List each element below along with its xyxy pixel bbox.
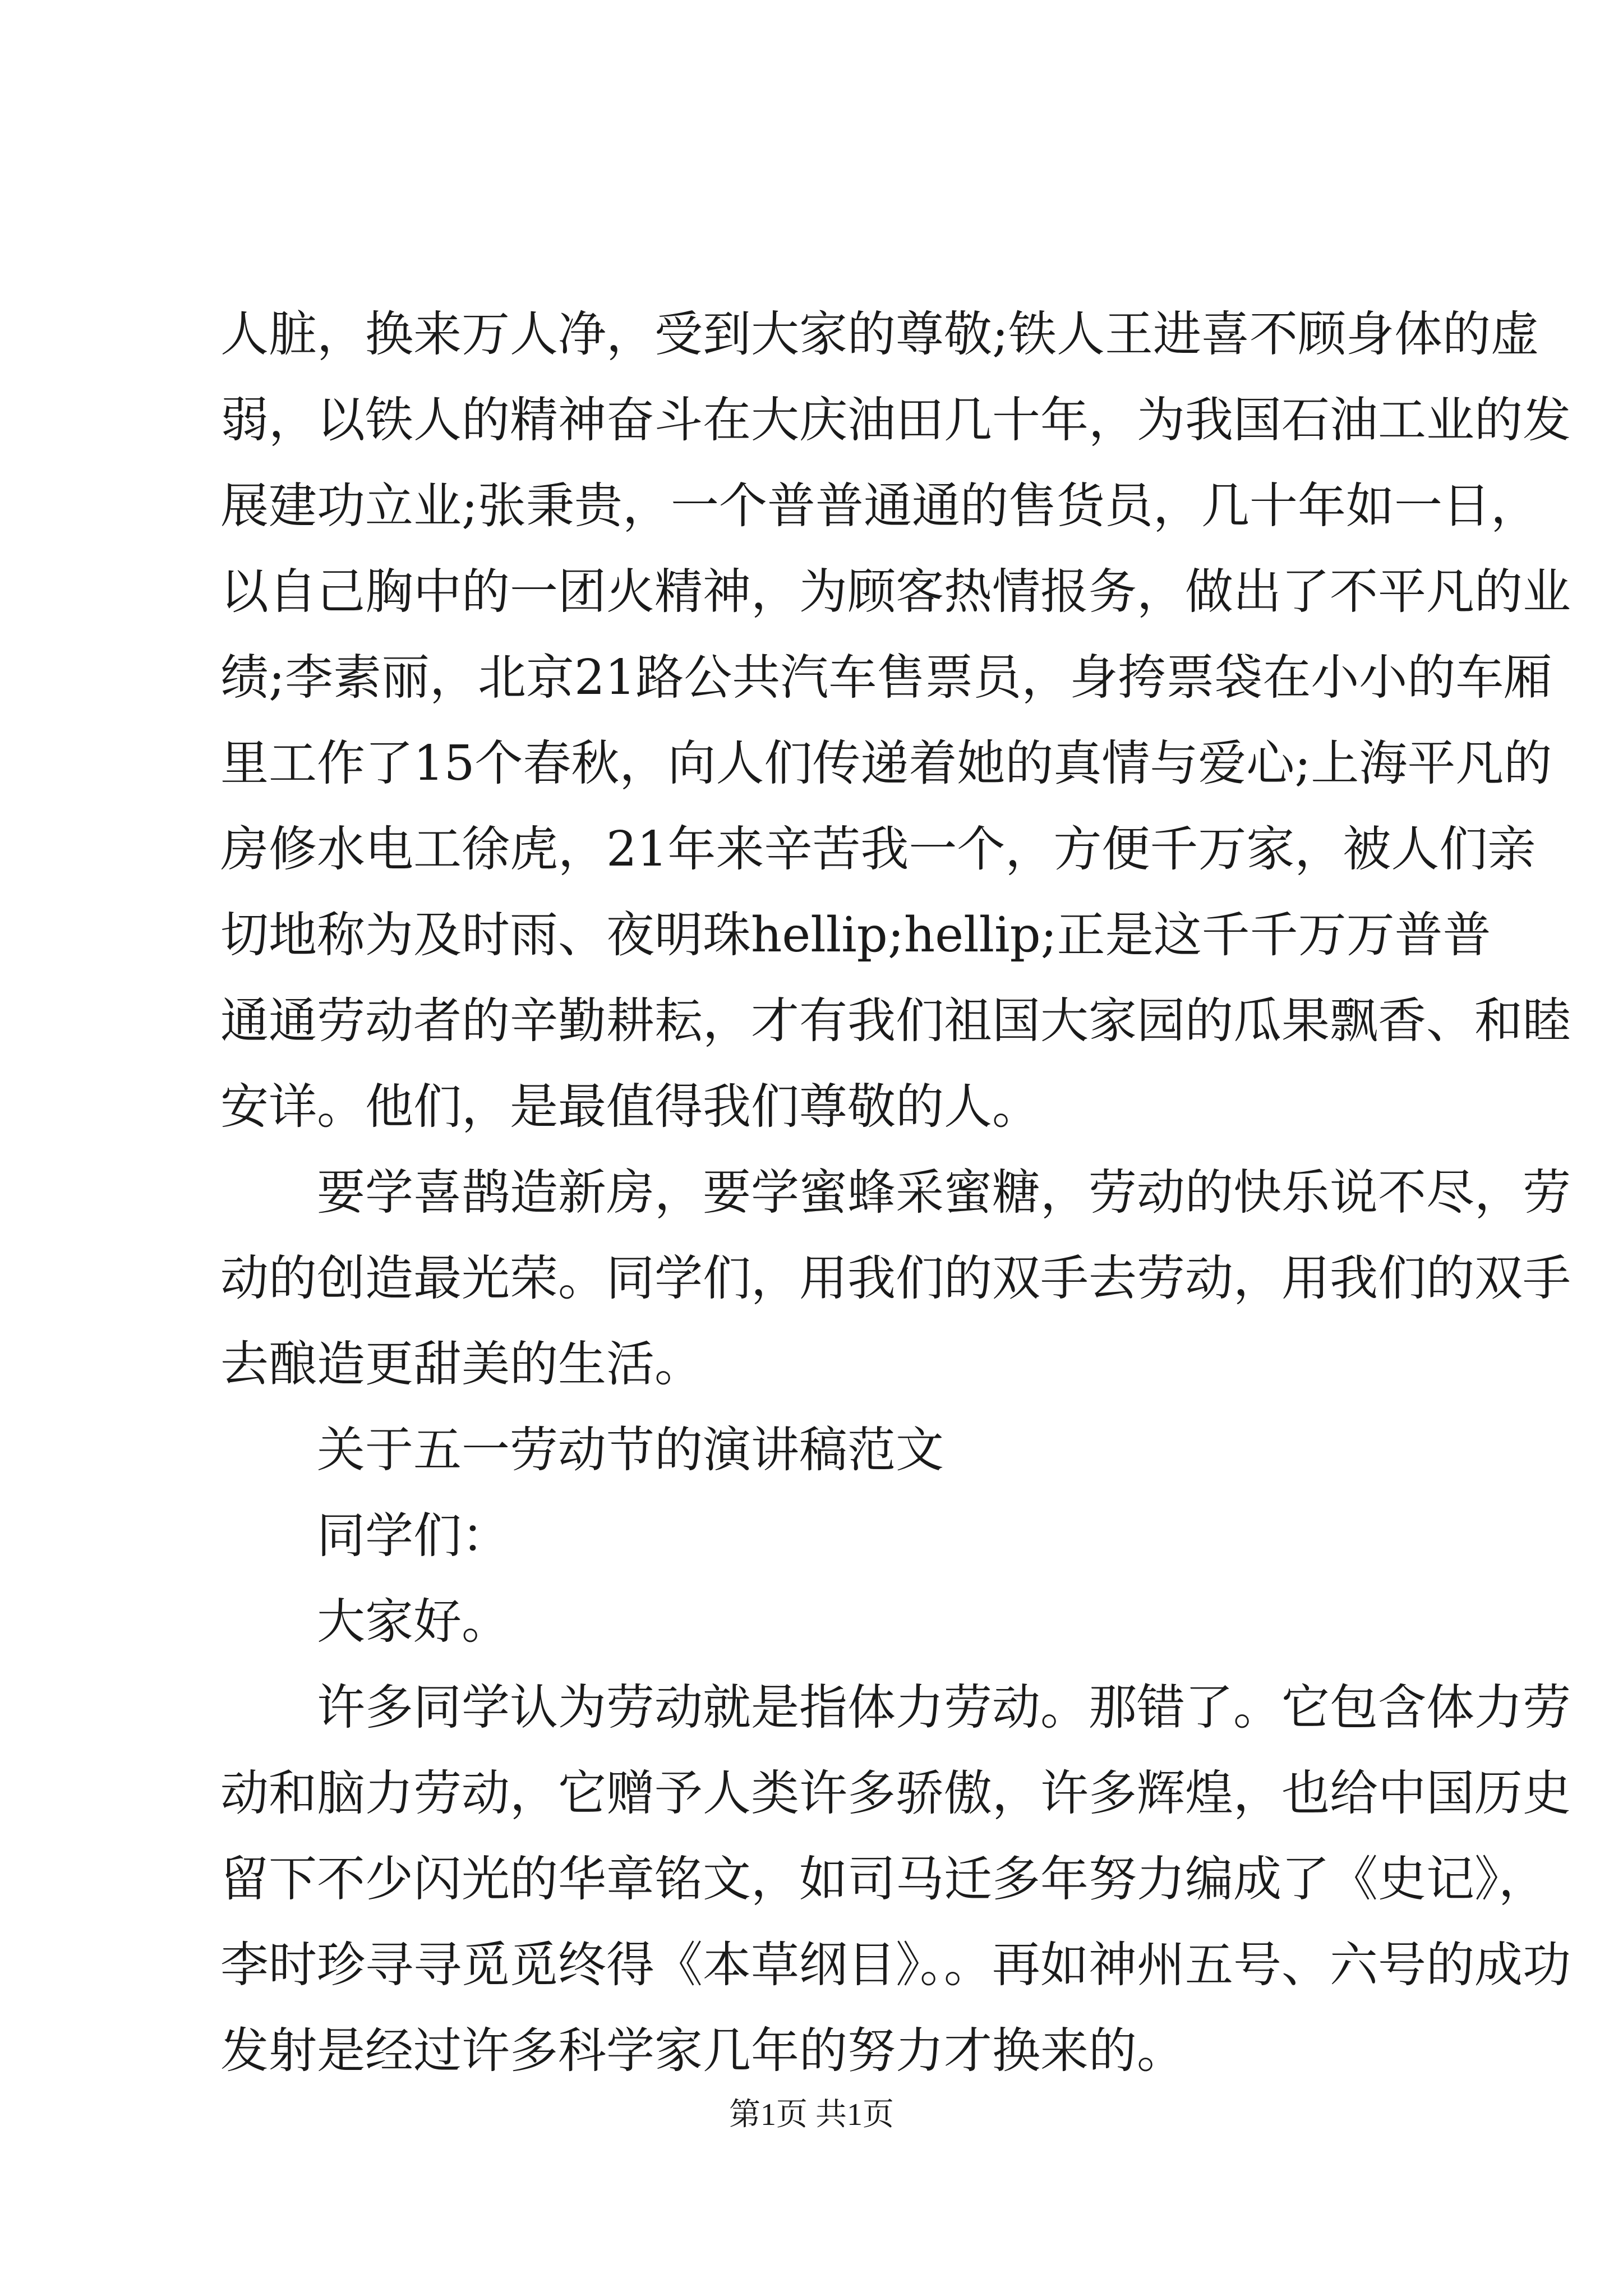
text-line: 去酿造更甜美的生活。: [220, 1336, 703, 1392]
document-body: [220, 292, 1571, 2094]
text-line: 安详。他们，是最值得我们尊敬的人。: [220, 1079, 1040, 1135]
text-line: 切地称为及时雨、夜明珠hellip;hellip;正是这千千万万普普: [220, 907, 1491, 963]
text-line: 里工作了15个春秋，向人们传递着她的真情与爱心;上海平凡的: [220, 735, 1552, 792]
paragraph-mental-labor: [220, 1665, 1571, 2094]
text-line: 许多同学认为劳动就是指体力劳动。那错了。它包含体力劳: [317, 1680, 1571, 1736]
text-line: 通通劳动者的辛勤耕耘，才有我们祖国大家园的瓜果飘香、和睦: [220, 993, 1571, 1049]
text-line: 留下不少闪光的华章铭文，如司马迁多年努力编成了《史记》，: [220, 1851, 1547, 1907]
text-line: 人脏，换来万人净，受到大家的尊敬;铁人王进喜不顾身体的虚: [220, 306, 1539, 362]
document-title: 关于五一劳动节的演讲稿范文: [317, 1422, 944, 1478]
text-line: 要学喜鹊造新房，要学蜜蜂采蜜糖，劳动的快乐说不尽，劳: [317, 1165, 1571, 1221]
page-number-footer: 第1页 共1页: [729, 2097, 894, 2132]
text-line: 发射是经过许多科学家几年的努力才换来的。: [220, 2023, 1185, 2079]
text-line: 以自己胸中的一团火精神，为顾客热情报务，做出了不平凡的业: [220, 564, 1571, 620]
text-line: 动的创造最光荣。同学们，用我们的双手去劳动，用我们的双手: [220, 1250, 1571, 1306]
salutation: 同学们：: [317, 1508, 510, 1564]
text-line: 动和脑力劳动，它赠予人类许多骄傲，许多辉煌，也给中国历史: [220, 1765, 1571, 1821]
text-line: 李时珍寻寻觅觅终得《本草纲目》。。再如神州五号、六号的成功: [220, 1937, 1571, 1993]
paragraph-labor-joy: [220, 1150, 1571, 1407]
text-line: 房修水电工徐虎，21年来辛苦我一个，方便千万家，被人们亲: [220, 821, 1536, 877]
paragraph-continued: [220, 292, 1571, 1150]
greeting: 大家好。: [317, 1594, 510, 1650]
text-line: 展建功立业;张秉贵，一个普普通通的售货员，几十年如一日，: [220, 478, 1539, 534]
text-line: 绩;李素丽，北京21路公共汽车售票员，身挎票袋在小小的车厢: [220, 650, 1552, 706]
text-line: 弱，以铁人的精神奋斗在大庆油田几十年，为我国石油工业的发: [220, 392, 1571, 448]
